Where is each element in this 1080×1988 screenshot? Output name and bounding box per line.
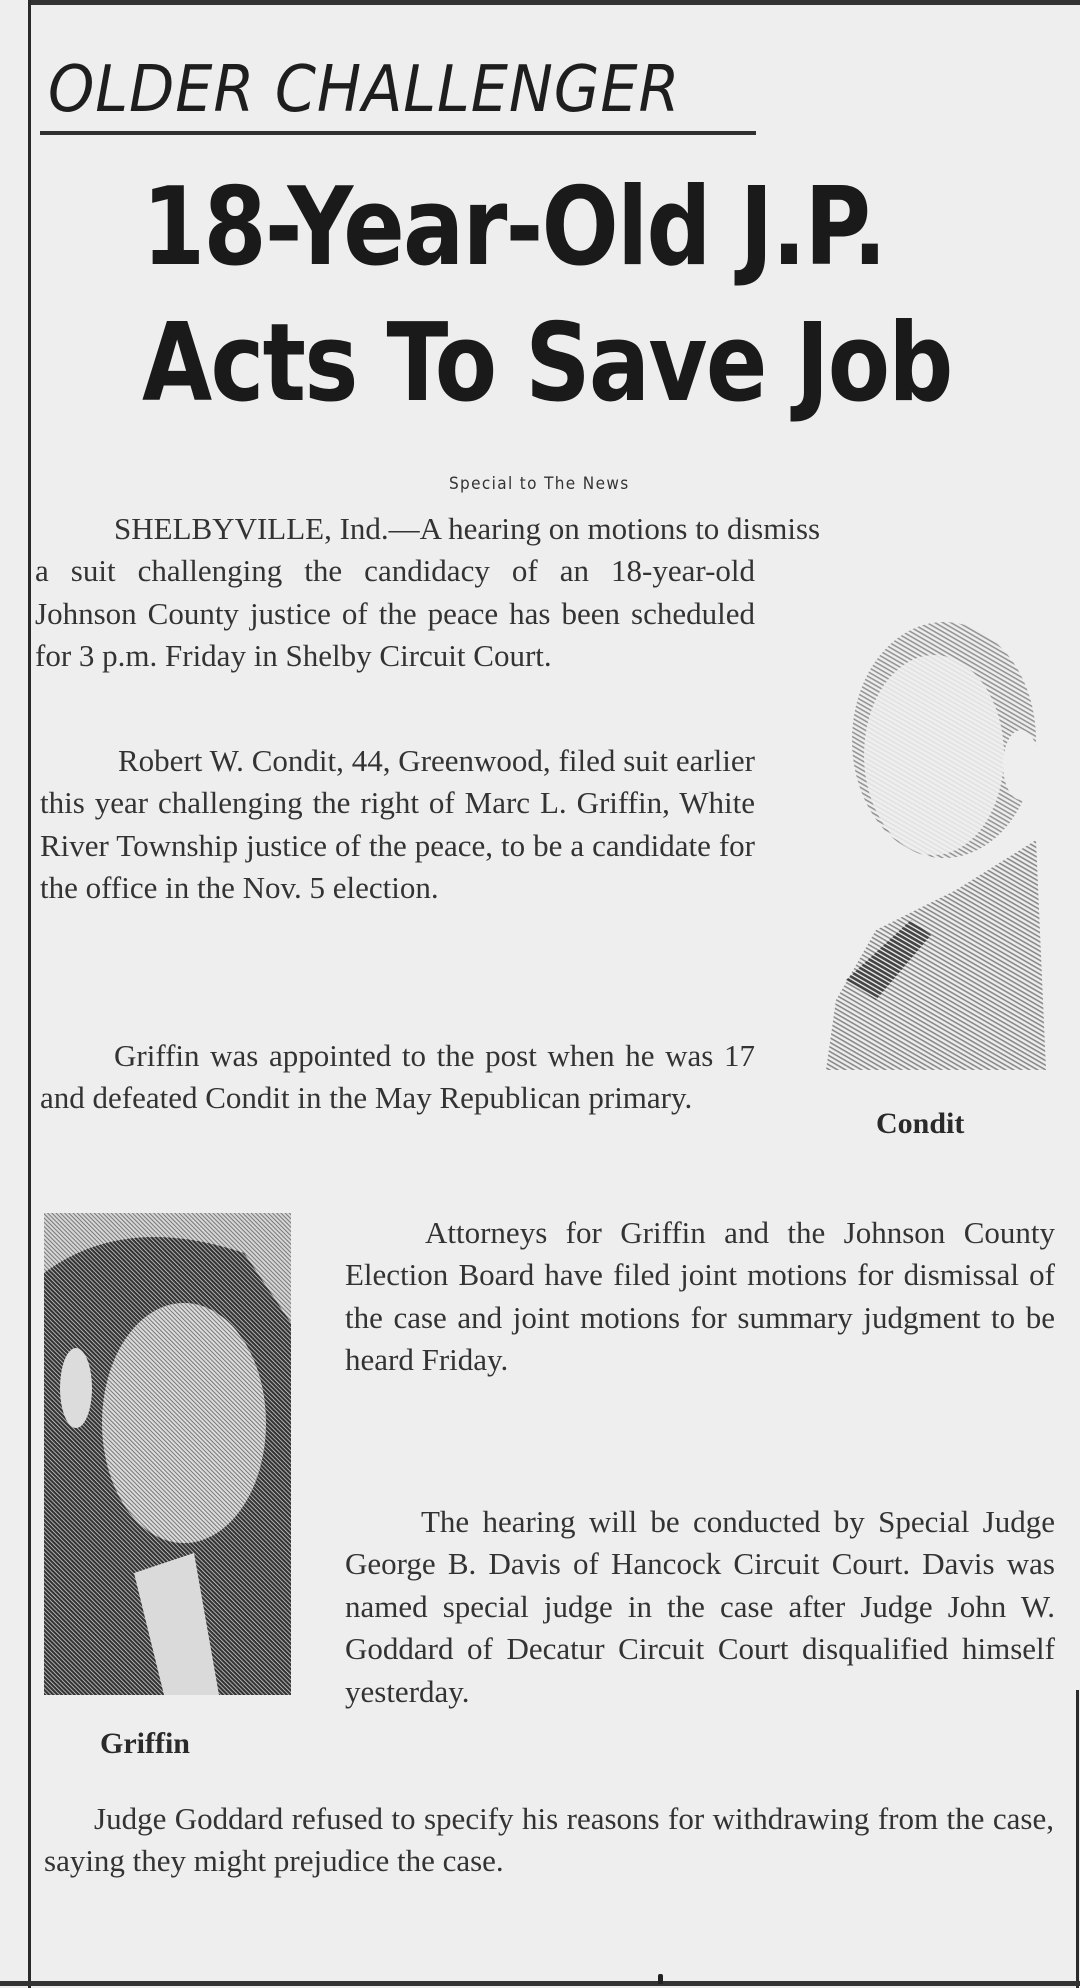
left-border-rule [28,0,31,1988]
article-paragraph-6: Judge Goddard refused to specify his reasons for withdrawing from the case, saying they might prejudice the case. [44,1801,1054,1879]
condit-portrait-image [816,590,1060,1080]
right-border-rule [1076,1690,1079,1988]
bottom-border-rule [0,1981,1080,1986]
main-headline [142,160,952,432]
article-paragraph-5: The hearing will be conducted by Special Judge George B. Davis of Hancock Circuit Court. Davis was named special judge in the case after Judge John W. Goddard of Decatur Circuit Court disqualified himself yesterday. [345,1504,1055,1709]
byline: Special to The News [449,474,630,494]
kicker-underline [40,131,756,135]
dateline-first-line: SHELBYVILLE, Ind.—A hearing on motions to dismiss [114,511,821,546]
article-paragraph-3: Griffin was appointed to the post when he was 17 and defeated Condit in the May Republican primary. [40,1038,755,1116]
photo-caption-condit: Condit [876,1107,965,1140]
photo-condit [816,590,1060,1080]
paragraph-text: a suit challenging the candidacy of an 18-year-old Johnson County justice of the peace has been scheduled for 3 p.m. Friday in Shelby Circuit Court. [35,553,755,674]
griffin-portrait-image [44,1213,291,1695]
article-paragraph-1 [35,508,821,678]
article-paragraph-2: Robert W. Condit, 44, Greenwood, filed suit earlier this year challenging the right of Marc L. Griffin, White River Township justice of the peace, to be a candidate for the office in the Nov. 5 election. [40,743,755,906]
headline-line-2: Acts To Save Job [142,301,952,426]
headline-line-1: 18-Year-Old J.P. [142,165,886,290]
photo-griffin [44,1213,291,1695]
photo-caption-griffin: Griffin [100,1727,190,1760]
article-paragraph-4: Attorneys for Griffin and the Johnson County Election Board have filed joint motions for dismissal of the case and joint motions for summary judgment to be heard Friday. [345,1215,1055,1378]
top-border-rule [30,0,1080,5]
bottom-rule-mark [658,1974,663,1984]
kicker-headline: OLDER CHALLENGER [48,53,681,127]
